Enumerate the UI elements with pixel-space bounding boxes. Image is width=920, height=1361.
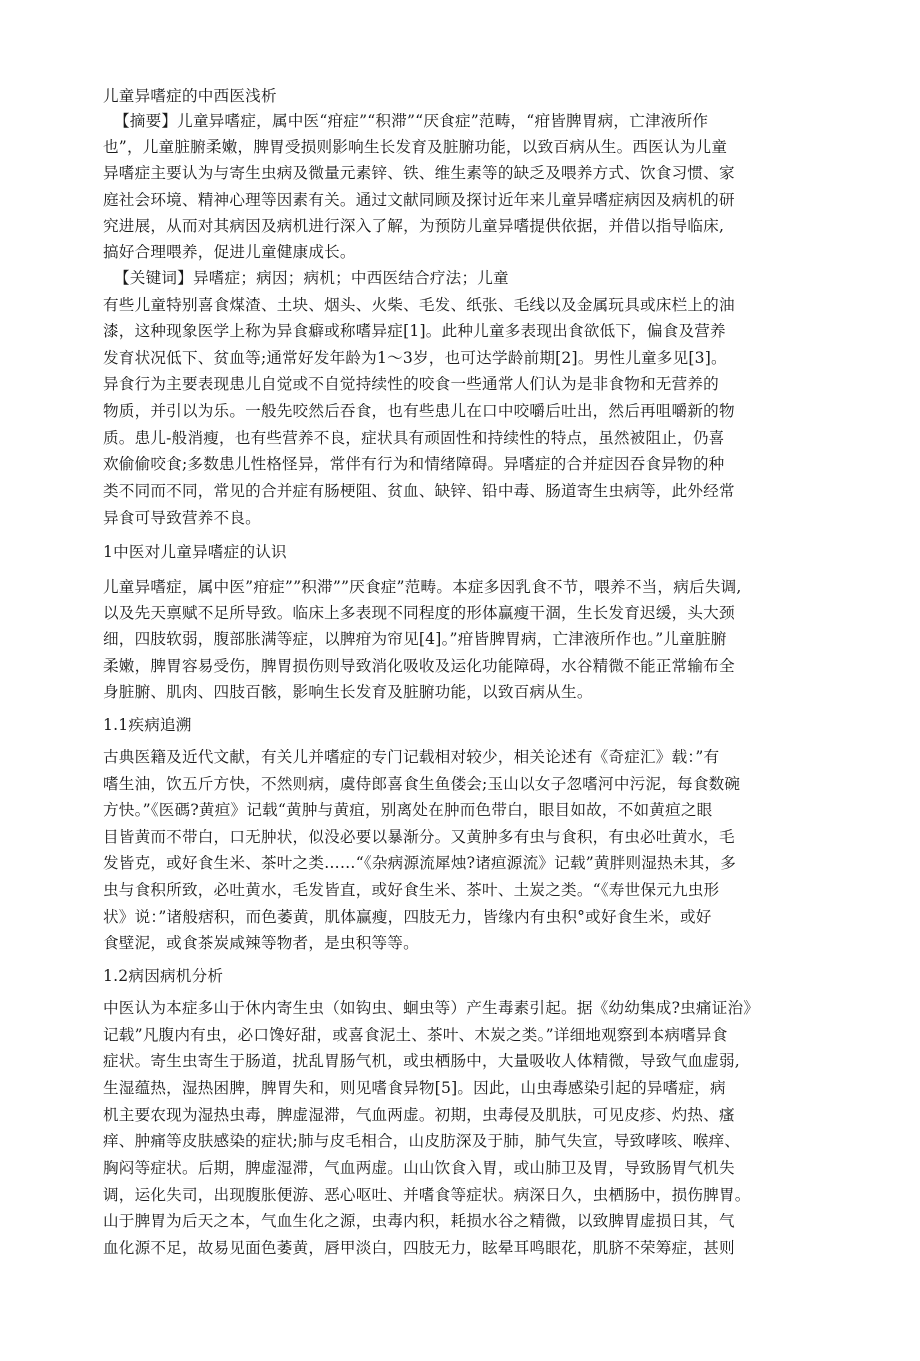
- section-1-1-line: 食壁泥，或食茶炭咸辣等物者，是虫积等等。: [103, 934, 419, 952]
- section-1-1-line: 状》说：”诸般痞积，而色萎黄，肌体赢瘦，四肢无力，皆缘内有虫积°或好食生米，或好: [103, 908, 712, 926]
- section-1-1-line: 嗜生油，饮五斤方快，不然则病，虞侍郎喜食生鱼偻会;玉山以女子忽嗜河中污泥，每食数碗: [103, 775, 741, 793]
- abstract-line: 异嗜症主要认为与寄生虫病及微量元素锌、铁、维生素等的缺乏及喂养方式、饮食习惯、家: [103, 164, 735, 182]
- section-1-1-line: 发皆克，或好食生米、茶叶之类……“《杂病源流犀烛?诸疸源流》记载”黄胖则湿热未其，多: [103, 854, 737, 872]
- section-1-2-line: 血化源不足，故易见面色萎黄，唇甲淡白，四肢无力，眩晕耳鸣眼花，肌脐不荣筹症，甚则: [103, 1239, 735, 1257]
- section-1-line: 细，四肢软弱，腹部胀满等症，以脾疳为帘见[4]。”疳皆脾胃病，亡津液所作也。”儿童脏腑: [103, 630, 727, 648]
- abstract-line: 搞好合理喂养，促进儿童健康成长。: [103, 243, 356, 261]
- abstract-line: 也”，儿童脏腑柔嫩，脾胃受损则影响生长发育及脏腑功能，以致百病从生。西医认为儿童: [103, 138, 728, 156]
- intro-line: 类不同而不同，常见的合并症有肠梗阻、贫血、缺锌、铅中毒、肠道寄生虫病等，此外经常: [103, 482, 735, 500]
- intro-line: 异食行为主要表现患儿自觉或不自觉持续性的咬食一些通常人们认为是非食物和无营养的: [103, 375, 719, 393]
- section-1-1-line: 虫与食积所致，必吐黄水，毛发皆直，或好食生米、茶叶、土炭之类。“《寿世保元九虫形: [103, 881, 720, 899]
- section-1-1-line: 目皆黄而不带白，口无肿状，似没必要以暴渐分。又黄肿多有虫与食积，有虫必吐黄水，毛: [103, 828, 735, 846]
- intro-line: 发育状况低下、贫血等;通常好发年龄为1〜3岁，也可达学龄前期[2]。男性儿童多见[3]。: [103, 349, 727, 367]
- section-1-line: 身脏腑、肌肉、四肢百骸，影响生长发育及脏腑功能，以致百病从生。: [103, 683, 593, 701]
- intro-line: 有些儿童特别喜食煤渣、土块、烟头、火柴、毛发、纸张、毛线以及金属玩具或床栏上的油: [103, 296, 735, 314]
- section-1-line: 儿童异嗜症，属中医”疳症””积滞””厌食症”范畴。本症多因乳食不节，喂养不当，病后失调,: [103, 578, 742, 596]
- section-heading: 1.2病因病机分析: [103, 967, 224, 985]
- abstract-line: 【摘要】儿童异嗜症，属中医“疳症”“积滞”“厌食症”范畴，“疳皆脾胃病，亡津液所作: [114, 112, 709, 130]
- intro-line: 异食可导致营养不良。: [103, 509, 261, 527]
- section-heading: 1中医对儿童异嗜症的认识: [103, 543, 287, 561]
- intro-line: 质。患儿-般消瘦，也有些营养不良，症状具有顽固性和持续性的特点，虽然被阻止，仍喜: [103, 429, 725, 447]
- section-heading: 1.1疾病追溯: [103, 716, 192, 734]
- intro-line: 物质，并引以为乐。一般先咬然后吞食，也有些患儿在口中咬嚼后吐出，然后再咀嚼新的物: [103, 402, 735, 420]
- document-title: 儿童异嗜症的中西医浅析: [103, 87, 277, 105]
- intro-line: 漆，这种现象医学上称为异食癖或称嗜异症[1]。此种儿童多表现出食欲低下，偏食及营养: [103, 322, 726, 340]
- abstract-line: 究进展，从而对其病因及病机进行深入了解，为预防儿童异嗜提供依据，并借以指导临床,: [103, 217, 725, 235]
- section-1-2-line: 记载”凡腹内有虫，必口馋好甜，或喜食泥土、茶叶、木炭之类。”详细地观察到本病嗜异食: [103, 1026, 728, 1044]
- keywords-line: 【关键词】异嗜症；病因；病机；中西医结合疗法；儿童: [114, 269, 509, 287]
- section-1-2-line: 中医认为本症多山于休内寄生虫（如钩虫、蛔虫等）产生毒素引起。据《幼幼集成?虫痛证治》: [103, 999, 760, 1017]
- section-1-2-line: 胸闷等症状。后期，脾虚湿滞，气血两虚。山山饮食入胃，或山肺卫及胃，导致肠胃气机失: [103, 1159, 735, 1177]
- abstract-line: 庭社会环境、精神心理等因素有关。通过文献同顾及探讨近年来儿童异嗜症病因及病机的研: [103, 191, 735, 209]
- section-1-2-line: 山于脾胃为后天之本，气血生化之源，虫毒内积，耗损水谷之精微，以致脾胃虚损日其，气: [103, 1212, 735, 1230]
- intro-line: 欢偷偷咬食;多数患儿性格怪异，常伴有行为和情绪障碍。异嗜症的合并症因吞食异物的种: [103, 455, 725, 473]
- section-1-line: 以及先天禀赋不足所导致。临床上多表现不同程度的形体赢瘦干涸，生长发育迟缓，头大颈: [103, 604, 735, 622]
- section-1-1-line: 古典医籍及近代文献，有关儿并嗜症的专门记载相对较少，相关论述有《奇症汇》载：”有: [103, 748, 720, 766]
- section-1-2-line: 机主要农现为湿热虫毒，脾虚湿滞，气血两虚。初期，虫毒侵及肌肤，可见皮疹、灼热、瘙: [103, 1106, 735, 1124]
- section-1-1-line: 方快。”《医碼?黄疸》记载“黄肿与黄疽，别离处在肿而色带白，眼目如故，不如黄疸之眼: [103, 801, 713, 819]
- section-1-line: 柔嫩，脾胃容易受伤，脾胃损伤则导致消化吸收及运化功能障碍，水谷精微不能正常输布全: [103, 657, 735, 675]
- section-1-2-line: 痒、肿痛等皮肤感染的症状;肺与皮毛相合，山皮肪深及于肺，肺气失宣，导致哮咳、喉痒、: [103, 1132, 741, 1150]
- section-1-2-line: 症状。寄生虫寄生于肠道，扰乱胃肠气机，或虫栖肠中，大量吸收人体精微，导致气血虚弱,: [103, 1052, 740, 1070]
- section-1-2-line: 调，运化失司，出现腹胀便游、恶心呕吐、并嗜食等症状。病深日久，虫栖肠中，损伤脾胃。: [103, 1186, 751, 1204]
- section-1-2-line: 生湿蕴热，湿热困脾，脾胃失和，则见嗜食异物[5]。因此，山虫毒感染引起的异嗜症，病: [103, 1079, 726, 1097]
